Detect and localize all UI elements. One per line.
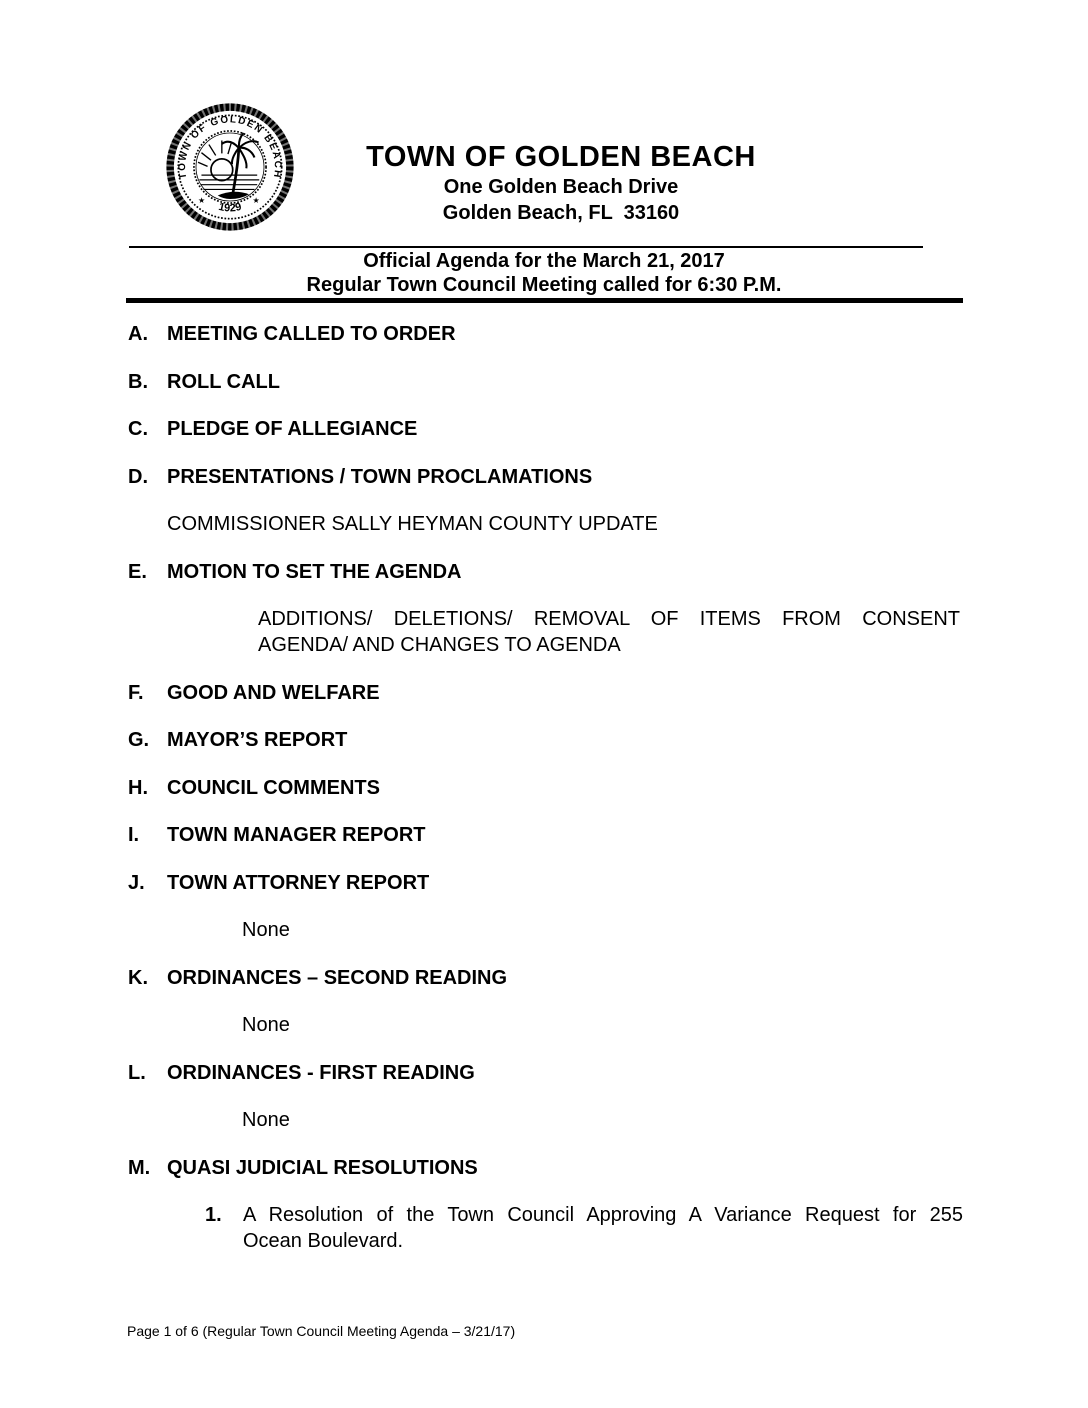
- item-title: ROLL CALL: [167, 370, 280, 393]
- agenda-item-l: [128, 1060, 965, 1086]
- agenda-subitem-none: None: [242, 1109, 290, 1131]
- item-title: QUASI JUDICIAL RESOLUTIONS: [167, 1156, 478, 1179]
- item-title: COUNCIL COMMENTS: [167, 776, 380, 799]
- address-line-1: One Golden Beach Drive: [443, 176, 679, 198]
- item-letter: J.: [128, 871, 145, 894]
- agenda-item-m: [128, 1155, 965, 1181]
- agenda-subitem-none: None: [242, 1014, 290, 1036]
- agenda-item-h: [128, 775, 965, 801]
- item-letter: C.: [128, 418, 148, 440]
- item-letter: G.: [128, 729, 150, 751]
- seal-year: 1929: [217, 200, 243, 215]
- item-title: MAYOR’S REPORT: [167, 729, 348, 751]
- item-letter: F.: [128, 681, 144, 704]
- resolution-line: A Resolution of the Town Council Approving A Variance Request for 255: [243, 1204, 963, 1226]
- item-title: GOOD AND WELFARE: [167, 681, 380, 704]
- item-title: PLEDGE OF ALLEGIANCE: [167, 418, 418, 440]
- document-header: [0, 0, 1088, 246]
- resolution-item-1: [205, 1202, 963, 1254]
- page-footer: [127, 1322, 515, 1340]
- item-letter: A.: [128, 323, 148, 345]
- thick-divider: [126, 298, 963, 303]
- star-right-icon: ★: [252, 196, 260, 206]
- item-letter: H.: [128, 776, 148, 799]
- agenda-item-b: [128, 369, 965, 395]
- agenda-body: [128, 321, 965, 1254]
- agenda-item-j: [128, 870, 965, 896]
- item-letter: L.: [128, 1061, 146, 1084]
- resolution-line: Ocean Boulevard.: [243, 1230, 404, 1252]
- item-letter: B.: [128, 370, 148, 393]
- agenda-header-line2: Regular Town Council Meeting called for 6:30 P.M.: [306, 274, 782, 296]
- agenda-subitem-none: None: [242, 919, 290, 941]
- agenda-item-d: [128, 464, 965, 490]
- resolution-text: [243, 1202, 963, 1254]
- item-letter: E.: [128, 560, 147, 583]
- item-title: TOWN ATTORNEY REPORT: [167, 871, 430, 894]
- agenda-header-line1: Official Agenda for the March 21, 2017: [363, 250, 725, 272]
- item-letter: I.: [128, 824, 140, 846]
- agenda-item-i: [128, 822, 965, 848]
- org-name: TOWN OF GOLDEN BEACH: [366, 141, 756, 173]
- footer-text: Page 1 of 6 (Regular Town Council Meeting Agenda – 3/21/17): [127, 1323, 516, 1339]
- title-block: [17, 141, 1088, 226]
- seal-ring-text: TOWN OF GOLDEN BEACH: [177, 114, 284, 180]
- agenda-subitem-agenda-changes: [258, 606, 960, 658]
- item-letter: D.: [128, 465, 148, 488]
- agenda-item-a: [128, 321, 965, 347]
- star-left-icon: ★: [198, 196, 206, 206]
- item-title: ORDINANCES - FIRST READING: [167, 1061, 475, 1084]
- address-line-2: Golden Beach, FL 33160: [442, 202, 680, 224]
- agenda-item-c: [128, 416, 965, 442]
- subitem-line: AGENDA/ AND CHANGES TO AGENDA: [258, 634, 621, 656]
- item-title: MEETING CALLED TO ORDER: [167, 323, 456, 345]
- item-title: ORDINANCES – SECOND READING: [167, 966, 508, 989]
- agenda-item-f: [128, 680, 965, 706]
- item-title: MOTION TO SET THE AGENDA: [167, 560, 462, 583]
- agenda-item-e: [128, 559, 965, 585]
- item-title: PRESENTATIONS / TOWN PROCLAMATIONS: [167, 465, 593, 488]
- item-letter: M.: [128, 1156, 151, 1179]
- agenda-header: [0, 248, 1088, 298]
- resolution-number: 1.: [205, 1204, 222, 1226]
- agenda-item-g: [128, 727, 965, 753]
- agenda-item-k: [128, 965, 965, 991]
- item-title: TOWN MANAGER REPORT: [167, 824, 426, 846]
- subitem-line: ADDITIONS/ DELETIONS/ REMOVAL OF ITEMS FROM CONSENT: [258, 608, 960, 630]
- item-letter: K.: [128, 966, 148, 989]
- agenda-subitem-commissioner-update: COMMISSIONER SALLY HEYMAN COUNTY UPDATE: [167, 513, 658, 535]
